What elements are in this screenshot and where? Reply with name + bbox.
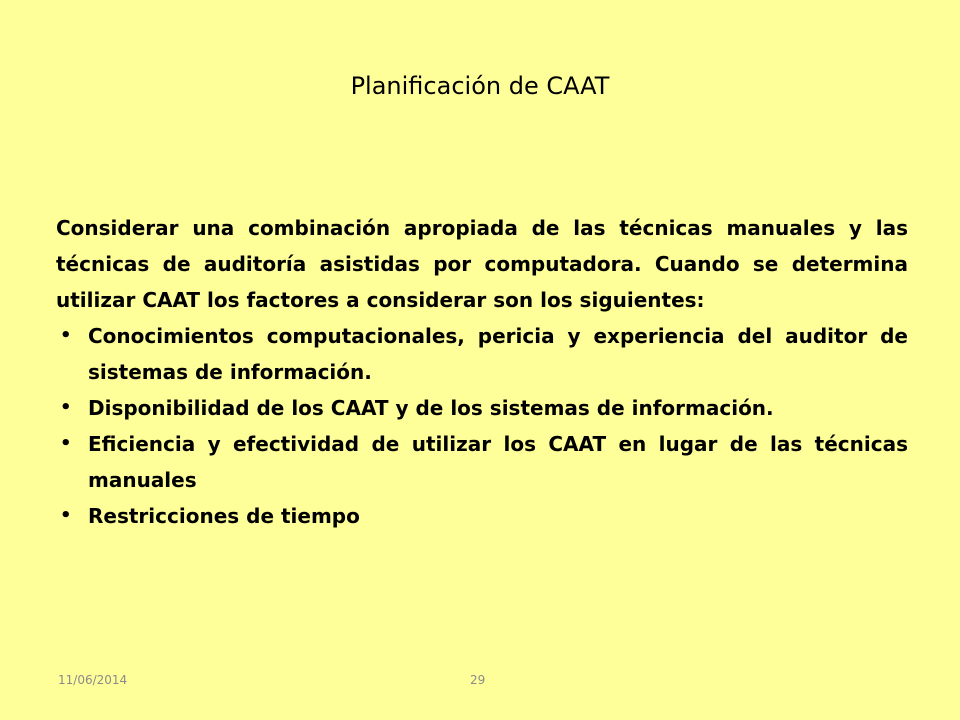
slide-body — [56, 210, 908, 534]
bullet-item — [56, 426, 908, 498]
footer-date: 11/06/2014 — [58, 673, 128, 687]
bullet-icon: • — [60, 433, 72, 454]
bullet-text: Conocimientos computacionales, pericia y experiencia del auditor de sistemas de información. — [88, 324, 908, 384]
bullet-icon: • — [60, 397, 72, 418]
bullet-icon: • — [60, 505, 72, 526]
bullet-text: Eficiencia y efectividad de utilizar los CAAT en lugar de las técnicas manuales — [88, 432, 908, 492]
footer-page-number: 29 — [470, 673, 486, 687]
bullet-item — [56, 498, 908, 534]
bullet-item — [56, 318, 908, 390]
bullet-text: Restricciones de tiempo — [88, 504, 360, 528]
bullet-list — [56, 318, 908, 534]
bullet-item — [56, 390, 908, 426]
bullet-icon: • — [60, 325, 72, 346]
bullet-text: Disponibilidad de los CAAT y de los sistemas de información. — [88, 396, 774, 420]
intro-paragraph: Considerar una combinación apropiada de las técnicas manuales y las técnicas de auditoría asistidas por computadora. Cuando se determina utilizar CAAT los factores a considerar son los siguientes: — [56, 216, 908, 312]
slide-title: Planificación de CAAT — [350, 72, 610, 100]
